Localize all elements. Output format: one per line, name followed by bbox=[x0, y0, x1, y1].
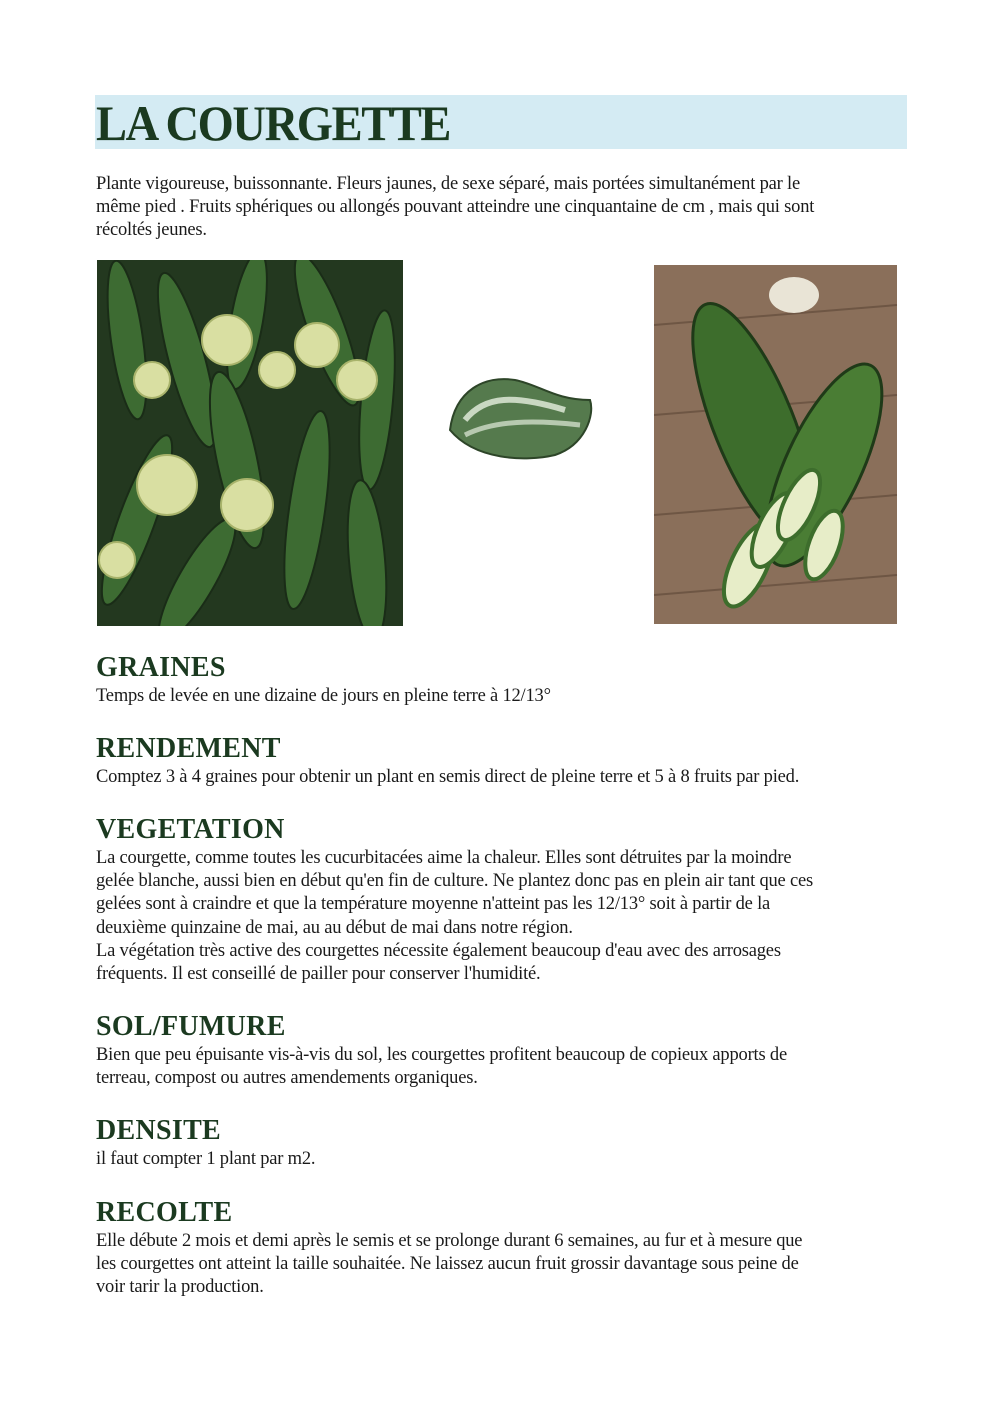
section-heading-graines: GRAINES bbox=[96, 652, 226, 683]
section-heading-vegetation: VEGETATION bbox=[96, 814, 285, 845]
text-line: même pied . Fruits sphériques ou allongés pouvant atteindre une cinquantaine de cm , mais qui sont bbox=[96, 197, 815, 218]
section-heading-rendement: RENDEMENT bbox=[96, 733, 281, 764]
text-line: voir tarir la production. bbox=[96, 1277, 264, 1298]
text-line: les courgettes ont atteint la taille souhaitée. Ne laissez aucun fruit grossir davantage sous peine de bbox=[96, 1254, 799, 1275]
section-text-vegetation bbox=[96, 847, 813, 986]
text-line: gelées sont à craindre et que la température moyenne n'atteint pas les 12/13° soit à partir de la bbox=[96, 894, 771, 915]
section-heading-densite: DENSITE bbox=[96, 1115, 222, 1146]
section-text-graines bbox=[96, 685, 551, 708]
text-line: Plante vigoureuse, buissonnante. Fleurs jaunes, de sexe séparé, mais portées simultanément par le bbox=[96, 174, 800, 194]
text-line: La courgette, comme toutes les cucurbitacées aime la chaleur. Elles sont détruites par la moindre bbox=[96, 848, 792, 868]
text-line: il faut compter 1 plant par m2. bbox=[96, 1149, 316, 1169]
section-text-densite bbox=[96, 1148, 315, 1171]
page-title: LA COURGETTE bbox=[96, 95, 451, 151]
text-line: La végétation très active des courgettes nécessite également beaucoup d'eau avec des arrosages bbox=[96, 940, 781, 961]
text-line: récoltés jeunes. bbox=[96, 220, 207, 241]
text-line: deuxième quinzaine de mai, au au début de mai dans notre région. bbox=[96, 917, 573, 938]
section-heading-sol-fumure: SOL/FUMURE bbox=[96, 1011, 286, 1042]
text-line: Elle débute 2 mois et demi après le semis et se prolonge durant 6 semaines, au fur et à mesure que bbox=[96, 1231, 803, 1251]
text-line: terreau, compost ou autres amendements organiques. bbox=[96, 1068, 478, 1089]
section-heading-recolte: RECOLTE bbox=[96, 1197, 233, 1228]
text-line: Bien que peu épuisante vis-à-vis du sol, les courgettes profitent beaucoup de copieux apports de bbox=[96, 1045, 787, 1065]
zucchini-flowers-photo bbox=[97, 260, 403, 626]
round-zucchini-photo bbox=[445, 375, 595, 462]
section-text-sol-fumure bbox=[96, 1044, 787, 1090]
sliced-zucchini-photo bbox=[654, 265, 897, 624]
section-text-rendement bbox=[96, 766, 799, 789]
text-line: gelée blanche, aussi bien en début qu'en fin de culture. Ne plantez donc pas en plein air tant que ces bbox=[96, 871, 813, 892]
text-line: fréquents. Il est conseillé de pailler pour conserver l'humidité. bbox=[96, 964, 541, 985]
text-line: Temps de levée en une dizaine de jours en pleine terre à 12/13° bbox=[96, 686, 551, 706]
text-line: Comptez 3 à 4 graines pour obtenir un plant en semis direct de pleine terre et 5 à 8 fruits par pied. bbox=[96, 767, 800, 787]
section-text-recolte bbox=[96, 1230, 802, 1300]
intro-paragraph bbox=[96, 173, 814, 243]
